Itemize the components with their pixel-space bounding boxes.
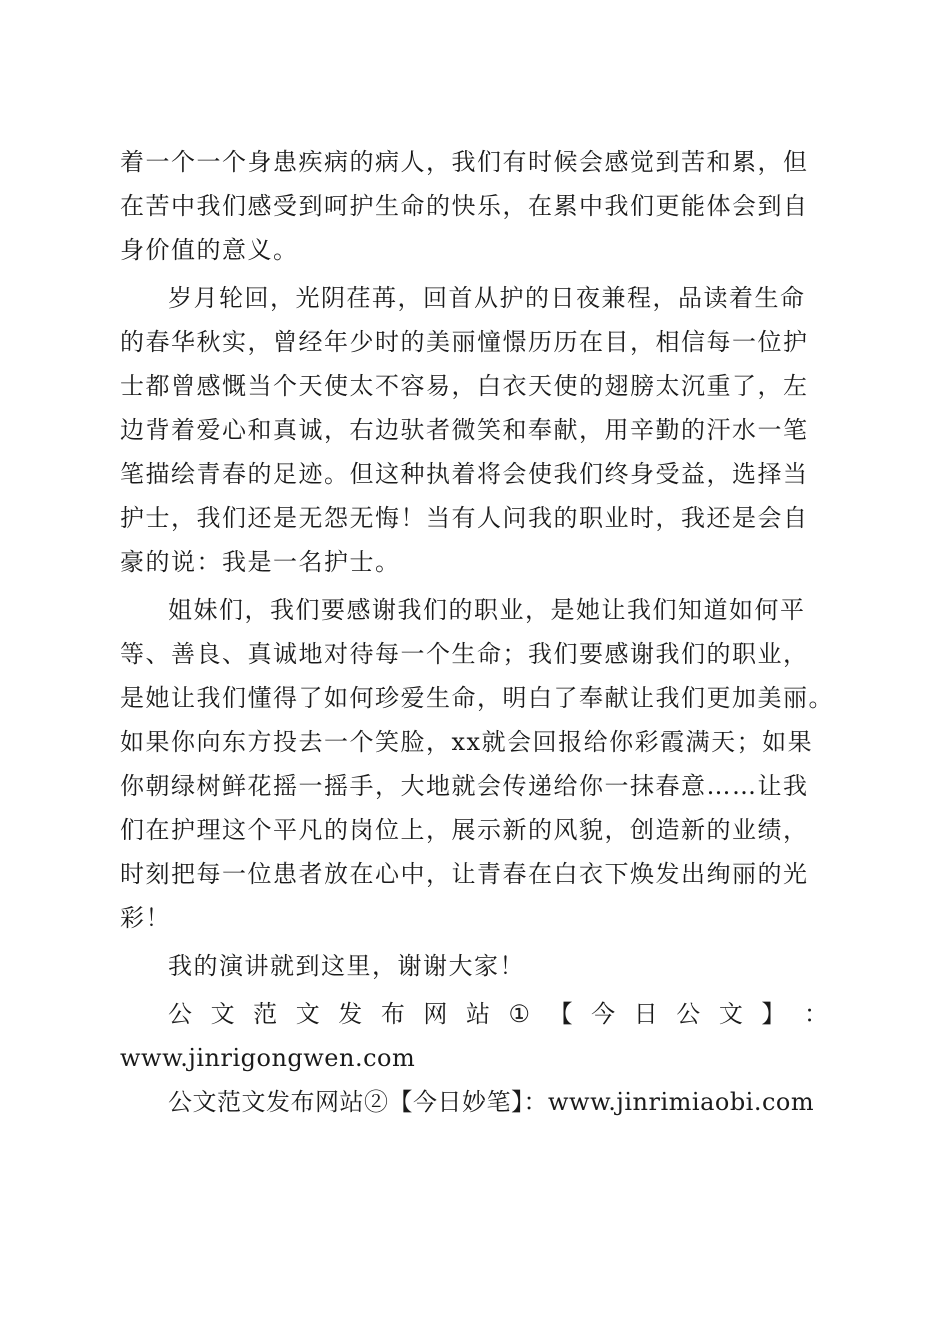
site-1-char: 日: [633, 1000, 658, 1028]
site-1-char: 网: [423, 1000, 448, 1028]
paragraph-3-line-5: 你朝绿树鲜花摇一摇手，大地就会传递给你一抹春意……让我: [120, 772, 809, 800]
site-1-char: 文: [718, 1000, 743, 1028]
paragraph-2-line-7: 豪的说：我是一名护士。: [120, 548, 401, 576]
paragraph-3-line-3: 是她让我们懂得了如何珍爱生命，明白了奉献让我们更加美丽。: [120, 684, 834, 712]
paragraph-3-line-2: 等、善良、真诚地对待每一个生命；我们要感谢我们的职业，: [120, 640, 809, 668]
paragraph-2-line-1: 岁月轮回，光阴荏苒，回首从护的日夜兼程，品读着生命: [168, 284, 806, 312]
site-1-char: 站: [465, 1000, 490, 1028]
site-1-char: ①: [508, 1000, 531, 1028]
paragraph-3-line-8: 彩！: [120, 904, 171, 932]
paragraph-3-line-1: 姐妹们，我们要感谢我们的职业，是她让我们知道如何平: [168, 596, 806, 624]
paragraph-3-line-6: 们在护理这个平凡的岗位上，展示新的风貌，创造新的业绩，: [120, 816, 809, 844]
paragraph-1-line-3: 身价值的意义。: [120, 236, 299, 264]
site-1-label: [168, 992, 828, 1036]
site-1-char: 公: [676, 1000, 701, 1028]
site-1-char: 范: [253, 1000, 278, 1028]
site-1-char: 文: [210, 1000, 235, 1028]
site-1-url-link[interactable]: www.jinrigongwen.com: [120, 1044, 416, 1072]
paragraph-2-line-3: 士都曾感慨当个天使太不容易，白衣天使的翅膀太沉重了，左: [120, 372, 809, 400]
site-1-char: 公: [168, 1000, 192, 1028]
paragraph-3-line-7: 时刻把每一位患者放在心中，让青春在白衣下焕发出绚丽的光: [120, 860, 809, 888]
paragraph-2-line-4: 边背着爱心和真诚，右边驮者微笑和奉献，用辛勤的汗水一笔: [120, 416, 809, 444]
site-1-char: 【: [548, 1000, 573, 1028]
site-1-char: 布: [380, 1000, 405, 1028]
paragraph-1-line-2: 在苦中我们感受到呵护生命的快乐，在累中我们更能体会到自: [120, 192, 809, 220]
site-1-char: 】: [761, 1000, 786, 1028]
site-1-char: 发: [338, 1000, 363, 1028]
site-1-char: 今: [591, 1000, 616, 1028]
paragraph-1-line-1: 着一个一个身患疾病的病人，我们有时候会感觉到苦和累，但: [120, 148, 809, 176]
paragraph-2-line-5: 笔描绘青春的足迹。但这种执着将会使我们终身受益，选择当: [120, 460, 809, 488]
site-1-char: 文: [295, 1000, 320, 1028]
closing-line: 我的演讲就到这里，谢谢大家！: [168, 952, 525, 980]
site-1-char: ：: [803, 1000, 828, 1028]
paragraph-2-line-6: 护士，我们还是无怨无悔！当有人问我的职业时，我还是会自: [120, 504, 809, 532]
site-2-line[interactable]: 公文范文发布网站②【今日妙笔】：www.jinrimiaobi.com: [168, 1088, 815, 1116]
paragraph-3-line-4: 如果你向东方投去一个笑脸，xx就会回报给你彩霞满天；如果: [120, 728, 814, 756]
paragraph-2-line-2: 的春华秋实，曾经年少时的美丽憧憬历历在目，相信每一位护: [120, 328, 809, 356]
